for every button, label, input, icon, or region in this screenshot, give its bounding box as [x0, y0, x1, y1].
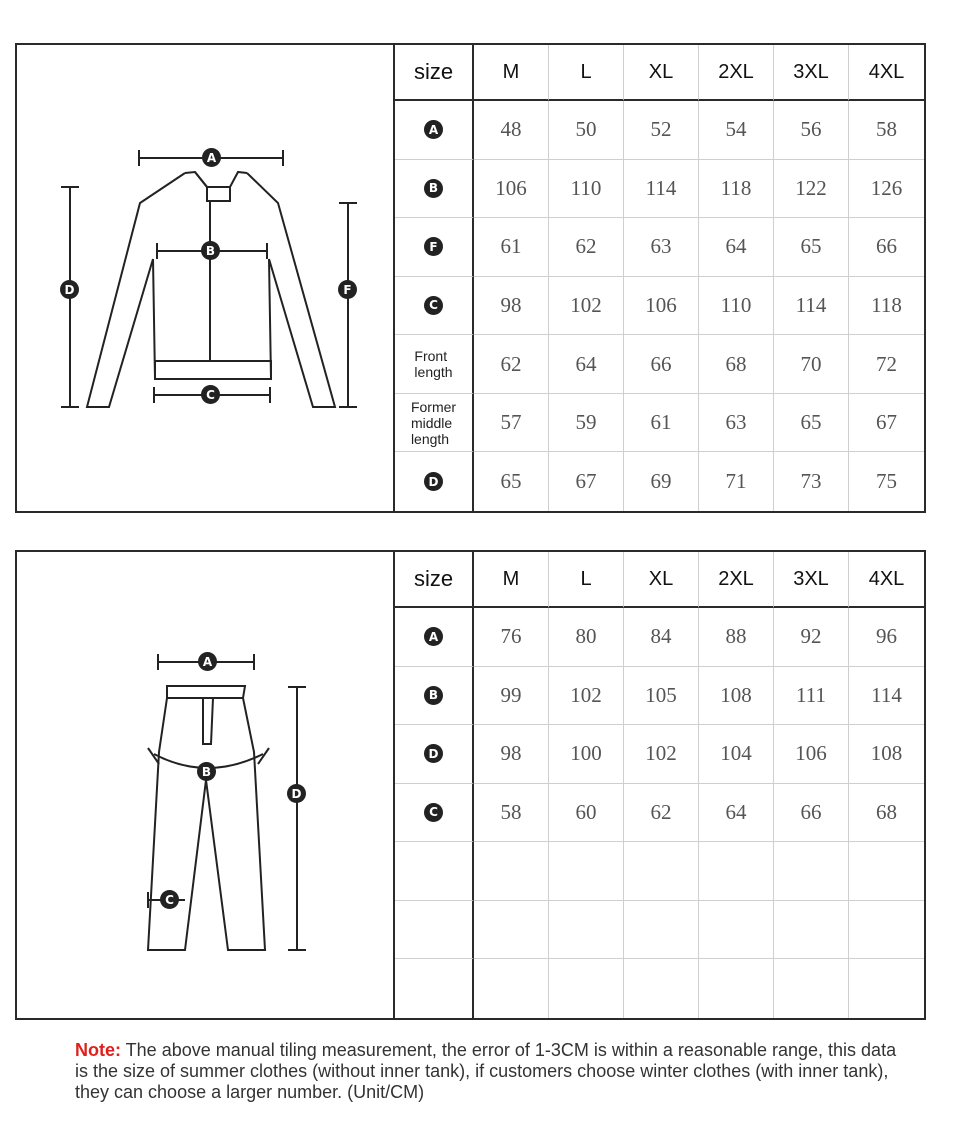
size-value-cell	[774, 959, 849, 1018]
size-header: size	[395, 552, 474, 608]
diagram-marker-a: A	[202, 148, 221, 167]
measure-badge-f: F	[424, 237, 443, 256]
measure-badge-a: A	[424, 120, 443, 139]
row-label	[395, 959, 474, 1018]
row-label	[395, 452, 474, 511]
size-value-cell: 76	[474, 608, 549, 667]
size-value-cell: 69	[624, 452, 699, 511]
size-value-cell: 61	[624, 394, 699, 453]
size-header: size	[395, 45, 474, 101]
size-value-cell: 114	[774, 277, 849, 336]
size-col-header: 2XL	[699, 552, 774, 608]
size-value-cell: 102	[549, 667, 624, 726]
size-value-cell: 67	[849, 394, 924, 453]
row-label	[395, 335, 474, 394]
size-value-cell	[474, 842, 549, 901]
size-value-cell: 100	[549, 725, 624, 784]
jacket-outline	[17, 45, 393, 511]
size-col-header: 4XL	[849, 552, 924, 608]
size-value-cell: 110	[549, 160, 624, 219]
measure-badge-a: A	[424, 627, 443, 646]
size-value-cell: 84	[624, 608, 699, 667]
size-value-cell: 111	[774, 667, 849, 726]
size-value-cell	[624, 842, 699, 901]
size-value-cell: 62	[549, 218, 624, 277]
size-value-cell: 52	[624, 101, 699, 160]
size-value-cell: 106	[774, 725, 849, 784]
size-value-cell: 65	[474, 452, 549, 511]
size-col-header: 2XL	[699, 45, 774, 101]
size-col-header: XL	[624, 45, 699, 101]
size-value-cell: 67	[549, 452, 624, 511]
note-prefix: Note:	[75, 1040, 121, 1060]
size-value-cell	[699, 901, 774, 960]
diagram-marker-d: D	[287, 784, 306, 803]
size-value-cell: 75	[876, 469, 897, 494]
size-value-cell	[699, 842, 774, 901]
size-value-cell: 65	[774, 218, 849, 277]
size-value-cell: 114	[624, 160, 699, 219]
row-label	[395, 277, 474, 336]
size-col-header: XL	[624, 552, 699, 608]
size-value-cell: 108	[849, 725, 924, 784]
jacket-size-table	[393, 45, 924, 511]
size-value-cell: 106	[624, 277, 699, 336]
size-value-cell	[549, 842, 624, 901]
size-value-cell: 98	[474, 277, 549, 336]
measure-badge-d: D	[424, 472, 443, 491]
size-value-cell: 73	[774, 452, 849, 511]
size-value-cell: 108	[699, 667, 774, 726]
diagram-marker-a: A	[198, 652, 217, 671]
size-col-header: M	[474, 45, 549, 101]
size-value-cell: 63	[699, 394, 774, 453]
size-value-cell: 118	[849, 277, 924, 336]
size-value-cell: 61	[474, 218, 549, 277]
row-label	[395, 160, 474, 219]
row-label	[395, 667, 474, 726]
diagram-marker-c: C	[201, 385, 220, 404]
size-value-cell: 88	[699, 608, 774, 667]
size-value-cell: 60	[549, 784, 624, 843]
size-value-cell	[774, 842, 849, 901]
size-value-cell	[549, 959, 624, 1018]
size-value-cell: 66	[774, 784, 849, 843]
size-value-cell: 126	[849, 160, 924, 219]
size-value-cell	[624, 959, 699, 1018]
measure-badge-c: C	[424, 296, 443, 315]
pants-size-panel	[15, 550, 926, 1020]
row-label	[395, 784, 474, 843]
size-value-cell: 48	[474, 101, 549, 160]
size-value-cell: 54	[699, 101, 774, 160]
size-value-cell: 102	[624, 725, 699, 784]
row-label-text: Former middle length	[410, 398, 457, 447]
row-label	[395, 394, 474, 453]
size-value-cell: 66	[624, 335, 699, 394]
size-value-cell: 64	[699, 784, 774, 843]
measure-badge-d: D	[424, 744, 443, 763]
size-value-cell: 92	[774, 608, 849, 667]
size-value-cell: 58	[849, 101, 924, 160]
measure-badge-b: B	[424, 179, 443, 198]
size-value-cell	[474, 959, 549, 1018]
row-label	[395, 842, 474, 901]
size-value-cell: 62	[474, 335, 549, 394]
size-value-cell	[474, 901, 549, 960]
size-value-cell: 102	[549, 277, 624, 336]
size-value-cell: 99	[474, 667, 549, 726]
size-value-cell: 122	[774, 160, 849, 219]
diagram-marker-b: B	[197, 762, 216, 781]
size-col-header: M	[474, 552, 549, 608]
row-label	[395, 725, 474, 784]
size-value-cell: 50	[549, 101, 624, 160]
measure-badge-c: C	[424, 803, 443, 822]
measure-badge-b: B	[424, 686, 443, 705]
size-value-cell	[849, 901, 924, 960]
size-value-cell: 68	[699, 335, 774, 394]
size-value-cell: 65	[774, 394, 849, 453]
size-value-cell	[849, 959, 924, 1018]
pants-size-table	[393, 552, 924, 1018]
diagram-marker-c: C	[160, 890, 179, 909]
size-col-header: 3XL	[774, 552, 849, 608]
size-value-cell: 63	[624, 218, 699, 277]
size-value-cell	[549, 901, 624, 960]
size-value-cell: 80	[549, 608, 624, 667]
row-label	[395, 608, 474, 667]
size-col-header: L	[549, 45, 624, 101]
note-text: The above manual tiling measurement, the error of 1-3CM is within a reasonable range, this data is the size of summer clothes (without inner tank), if customers choose winter clothes (with inner tank), they can choose a larger number. (Unit/CM)	[75, 1040, 897, 1102]
size-value-cell: 118	[699, 160, 774, 219]
size-col-header: L	[549, 552, 624, 608]
jacket-size-panel	[15, 43, 926, 513]
size-value-cell: 68	[849, 784, 924, 843]
size-value-cell: 105	[624, 667, 699, 726]
size-value-cell: 104	[699, 725, 774, 784]
size-value-cell: 57	[474, 394, 549, 453]
size-value-cell: 114	[849, 667, 924, 726]
size-value-cell: 66	[849, 218, 924, 277]
size-value-cell: 62	[624, 784, 699, 843]
size-value-cell: 70	[774, 335, 849, 394]
diagram-marker-f: F	[338, 280, 357, 299]
size-value-cell: 59	[549, 394, 624, 453]
size-value-cell	[849, 842, 924, 901]
size-value-cell: 98	[474, 725, 549, 784]
size-col-header: 3XL	[774, 45, 849, 101]
row-label	[395, 101, 474, 160]
size-value-cell: 58	[474, 784, 549, 843]
size-value-cell	[774, 901, 849, 960]
row-label	[395, 901, 474, 960]
pants-outline	[17, 552, 393, 1018]
size-value-cell: 64	[549, 335, 624, 394]
size-value-cell: 96	[849, 608, 924, 667]
size-col-header: 4XL	[849, 45, 924, 101]
row-label	[395, 218, 474, 277]
jacket-diagram	[17, 45, 393, 511]
size-value-cell: 72	[849, 335, 924, 394]
size-value-cell	[624, 901, 699, 960]
size-value-cell: 71	[699, 452, 774, 511]
size-value-cell	[699, 959, 774, 1018]
row-label-text: Front length	[414, 348, 453, 381]
size-value-cell: 56	[774, 101, 849, 160]
pants-diagram	[17, 552, 393, 1018]
measurement-note	[75, 1040, 905, 1103]
size-value-cell: 64	[699, 218, 774, 277]
size-value-cell: 106	[474, 160, 549, 219]
size-value-cell: 110	[699, 277, 774, 336]
diagram-marker-d: D	[60, 280, 79, 299]
diagram-marker-b: B	[201, 241, 220, 260]
